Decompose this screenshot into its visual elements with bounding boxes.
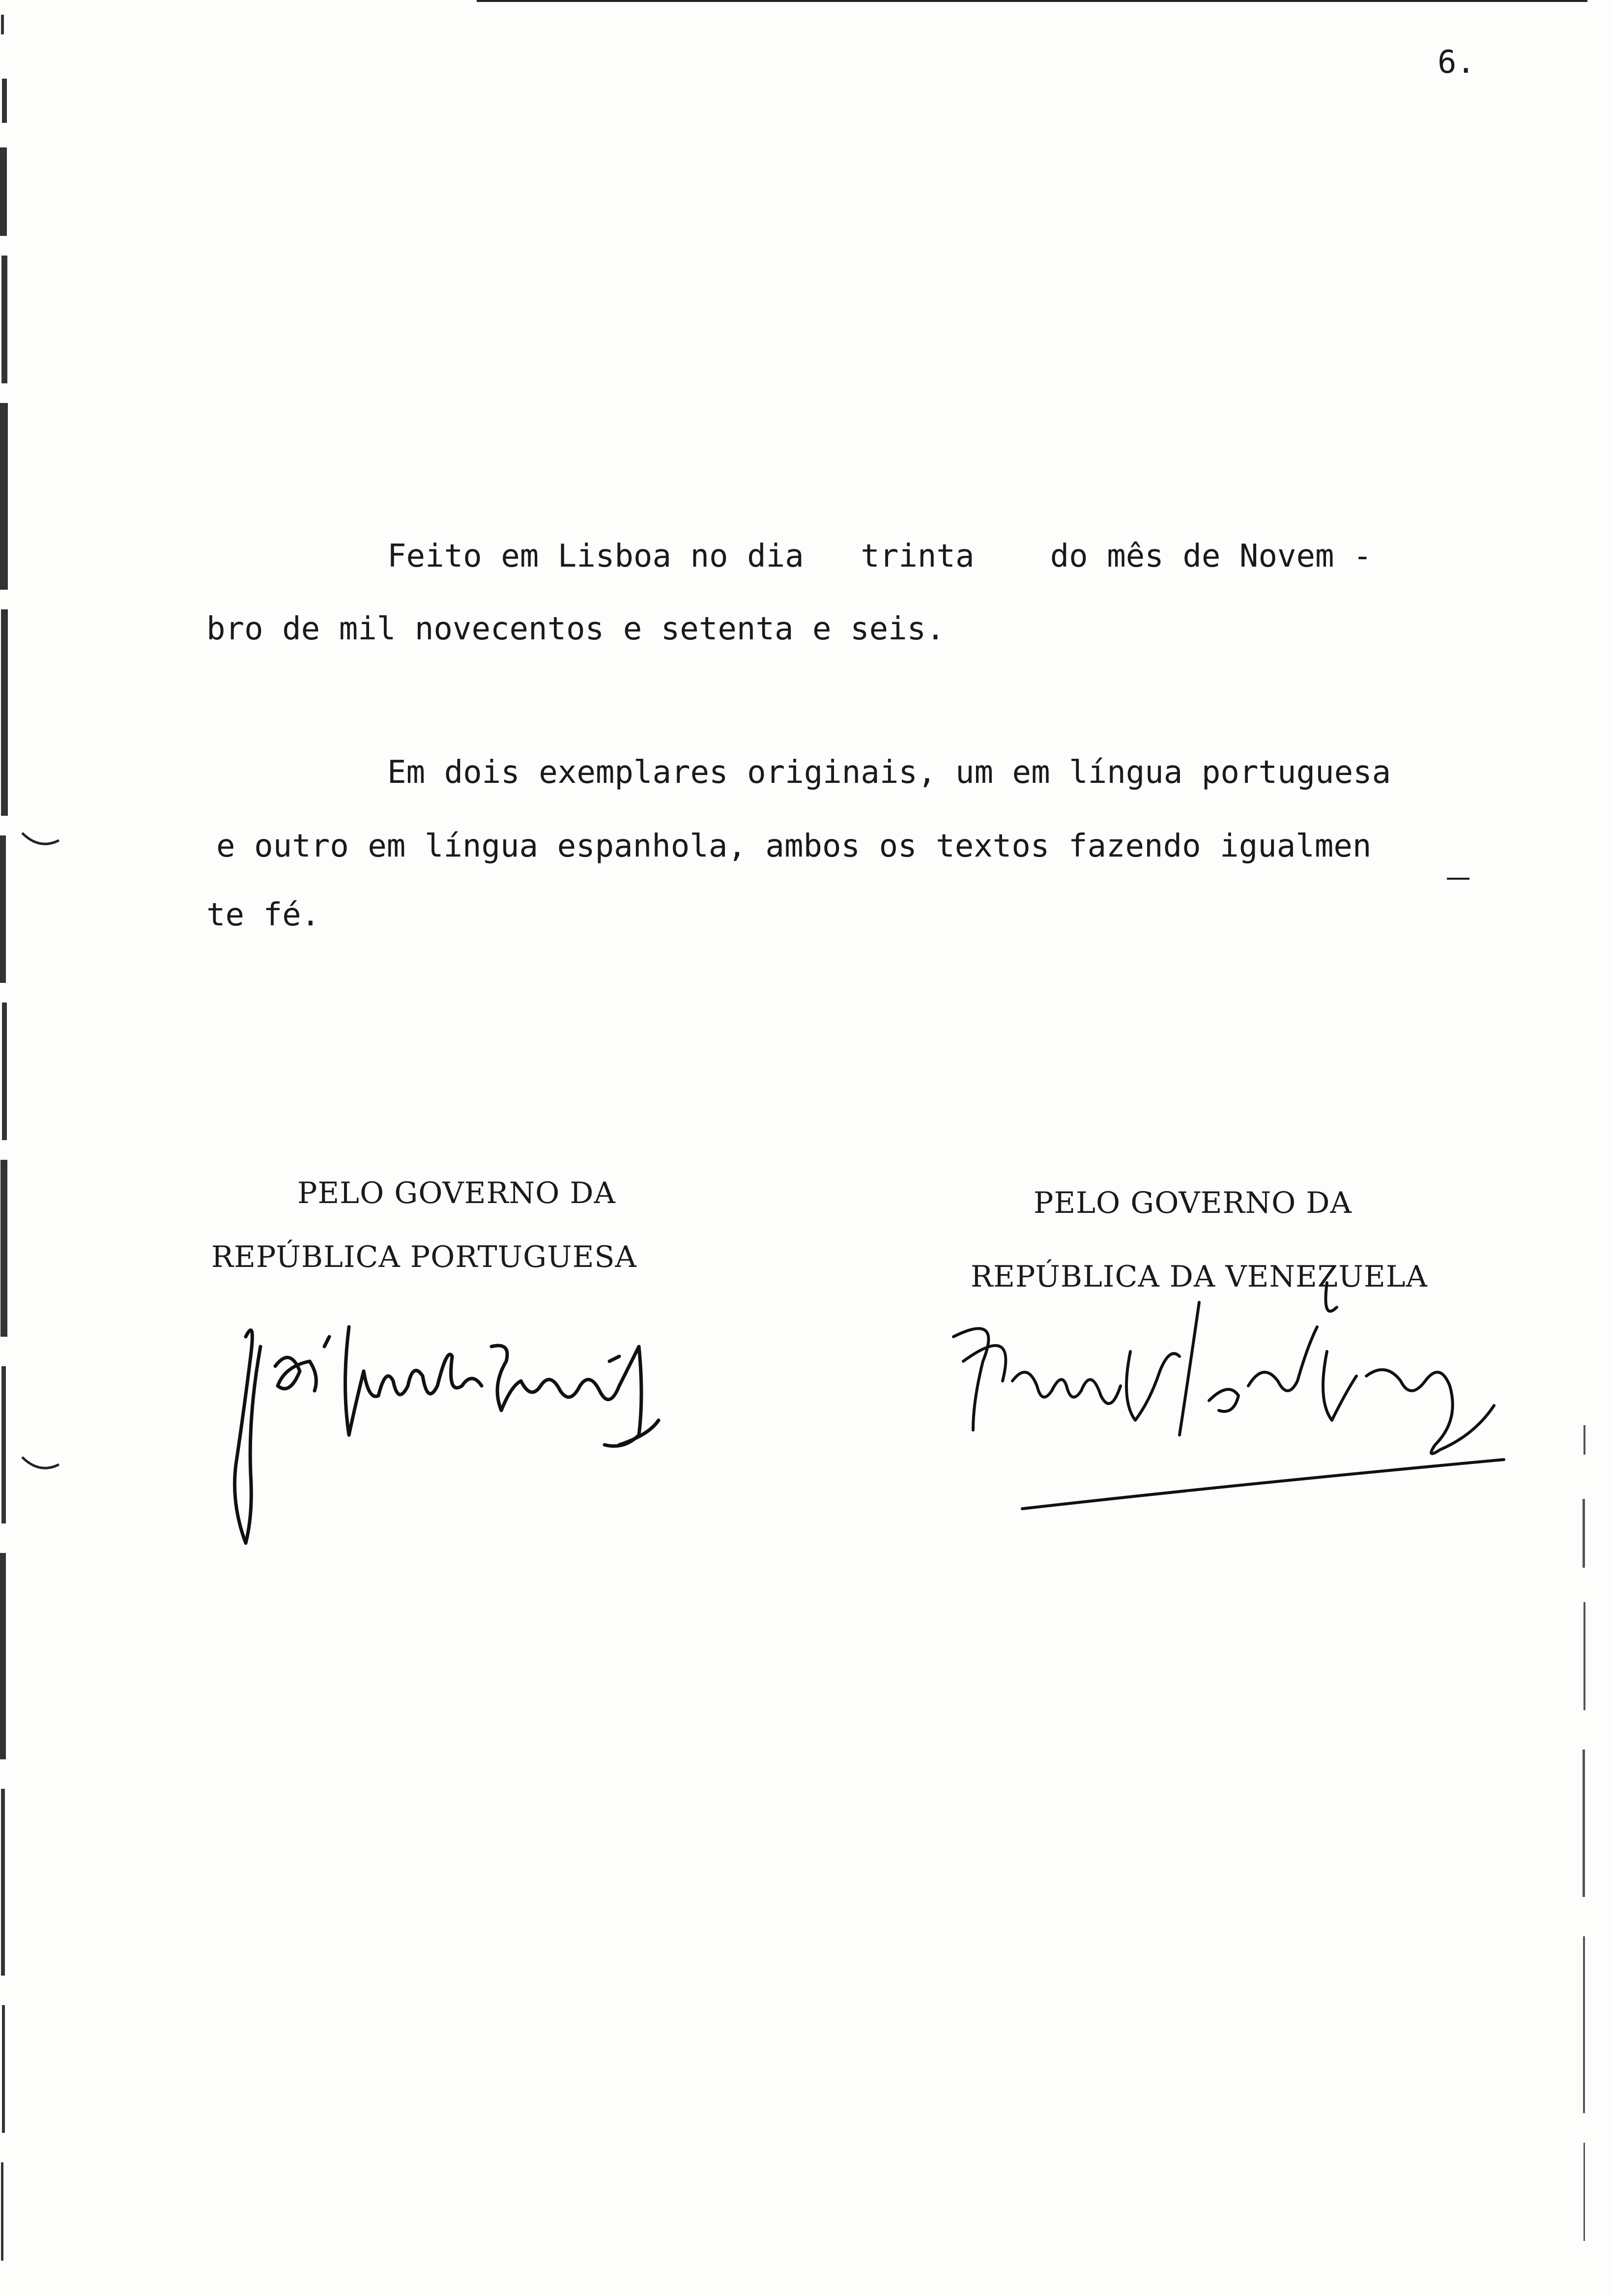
hyphenation-underline <box>1447 878 1469 880</box>
closing-line-2: bro de mil novecentos e setenta e seis. <box>206 611 945 647</box>
copies-line-3: te fé. <box>206 897 320 933</box>
copies-line-1: Em dois exemplares originais, um em língua portuguesa <box>387 754 1391 791</box>
closing-line-1: Feito em Lisboa no dia trinta do mês de Novem - <box>387 538 1372 574</box>
copies-line-2: e outro em língua espanhola, ambos os textos fazendo igualmen <box>216 828 1372 864</box>
venezuela-signatory-line-1: PELO GOVERNO DA <box>1034 1186 1352 1220</box>
punch-hole-mark-lower <box>20 1450 64 1479</box>
page-number: 6. <box>1438 44 1476 81</box>
signature-portugal <box>216 1288 688 1553</box>
scan-edge-right <box>1577 0 1591 2296</box>
venezuela-signatory-line-2: REPÚBLICA DA VENEZUELA <box>971 1260 1428 1294</box>
portugal-signatory-line-1: PELO GOVERNO DA <box>297 1176 616 1210</box>
top-rule <box>477 0 1587 2</box>
scan-edge-left <box>0 0 20 2296</box>
signature-venezuela <box>944 1273 1519 1528</box>
punch-hole-mark-upper <box>20 826 64 855</box>
portugal-signatory-line-2: REPÚBLICA PORTUGUESA <box>211 1240 637 1274</box>
